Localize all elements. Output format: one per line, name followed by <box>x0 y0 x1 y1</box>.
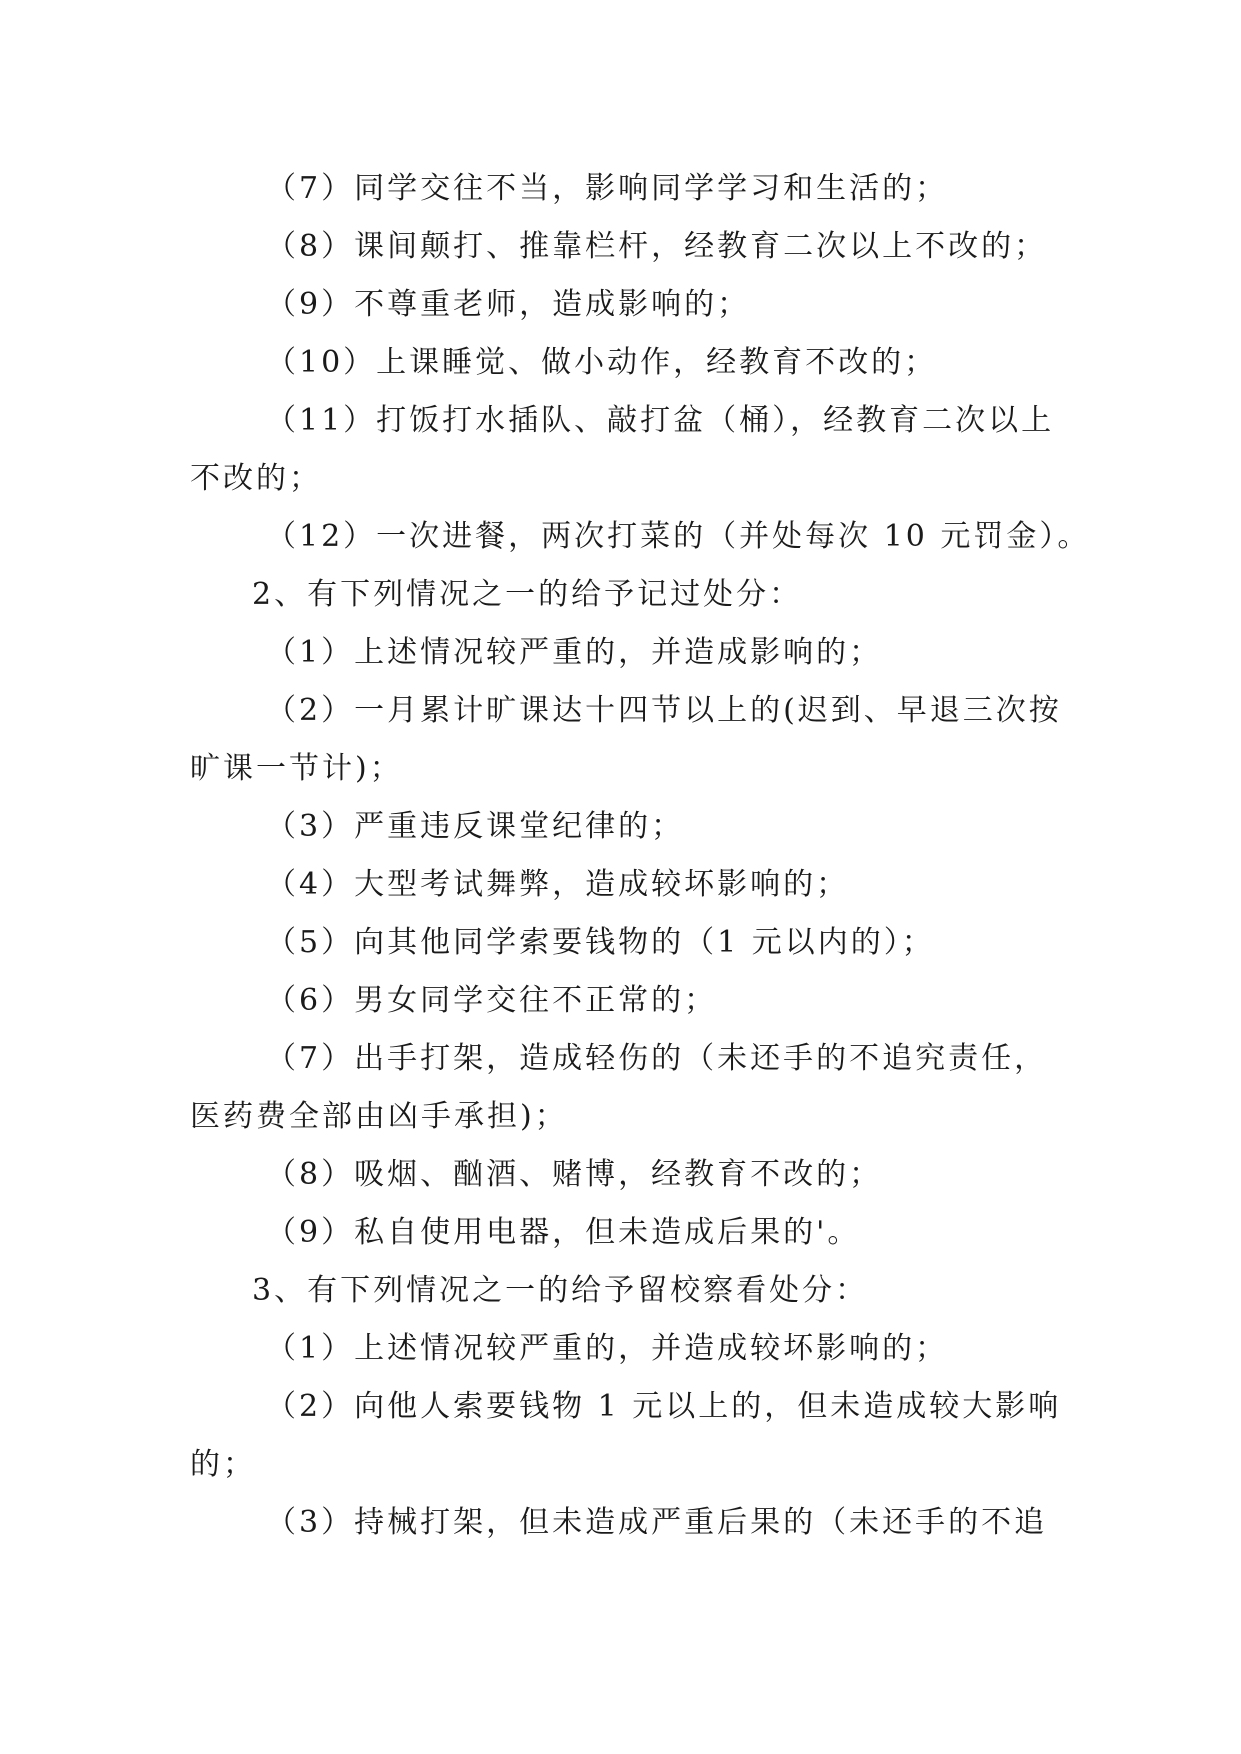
text-line: 医药费全部由凶手承担)； <box>190 1099 568 1134</box>
text-line: （8）吸烟、酗酒、赌博，经教育不改的； <box>266 1157 883 1192</box>
section-heading: 2、有下列情况之一的给予记过处分： <box>252 577 803 612</box>
text-line: （7）同学交往不当，影响同学学习和生活的； <box>266 171 949 206</box>
text-line: （2）向他人索要钱物 1 元以上的，但未造成较大影响 <box>266 1389 1062 1424</box>
text-line: （1）上述情况较严重的，并造成较坏影响的； <box>266 1331 949 1366</box>
text-line: （2）一月累计旷课达十四节以上的(迟到、早退三次按 <box>266 693 1062 728</box>
text-line: （5）向其他同学索要钱物的（1 元以内的）； <box>266 925 935 960</box>
text-line: （12）一次进餐，两次打菜的（并处每次 10 元罚金）。 <box>266 519 1091 554</box>
text-line: （3）严重违反课堂纪律的； <box>266 809 685 844</box>
text-line: （10）上课睡觉、做小动作，经教育不改的； <box>266 345 938 380</box>
text-line: （9）私自使用电器，但未造成后果的'。 <box>266 1215 861 1250</box>
document-body <box>190 160 1091 1552</box>
text-line: （8）课间颠打、推靠栏杆，经教育二次以上不改的； <box>266 229 1048 264</box>
text-line: （7）出手打架，造成轻伤的（未还手的不追究责任， <box>266 1041 1048 1076</box>
text-line: 的； <box>190 1447 256 1482</box>
text-line: （6）男女同学交往不正常的； <box>266 983 718 1018</box>
text-line: （11）打饭打水插队、敲打盆（桶），经教育二次以上 <box>266 403 1055 438</box>
text-line: 旷课一节计)； <box>190 751 403 786</box>
text-line: （1）上述情况较严重的，并造成影响的； <box>266 635 883 670</box>
text-line: 不改的； <box>190 461 322 496</box>
text-line: （3）持械打架，但未造成严重后果的（未还手的不追 <box>266 1505 1048 1540</box>
text-line: （4）大型考试舞弊，造成较坏影响的； <box>266 867 850 902</box>
text-line: （9）不尊重老师，造成影响的； <box>266 287 751 322</box>
section-heading: 3、有下列情况之一的给予留校察看处分： <box>252 1273 869 1308</box>
